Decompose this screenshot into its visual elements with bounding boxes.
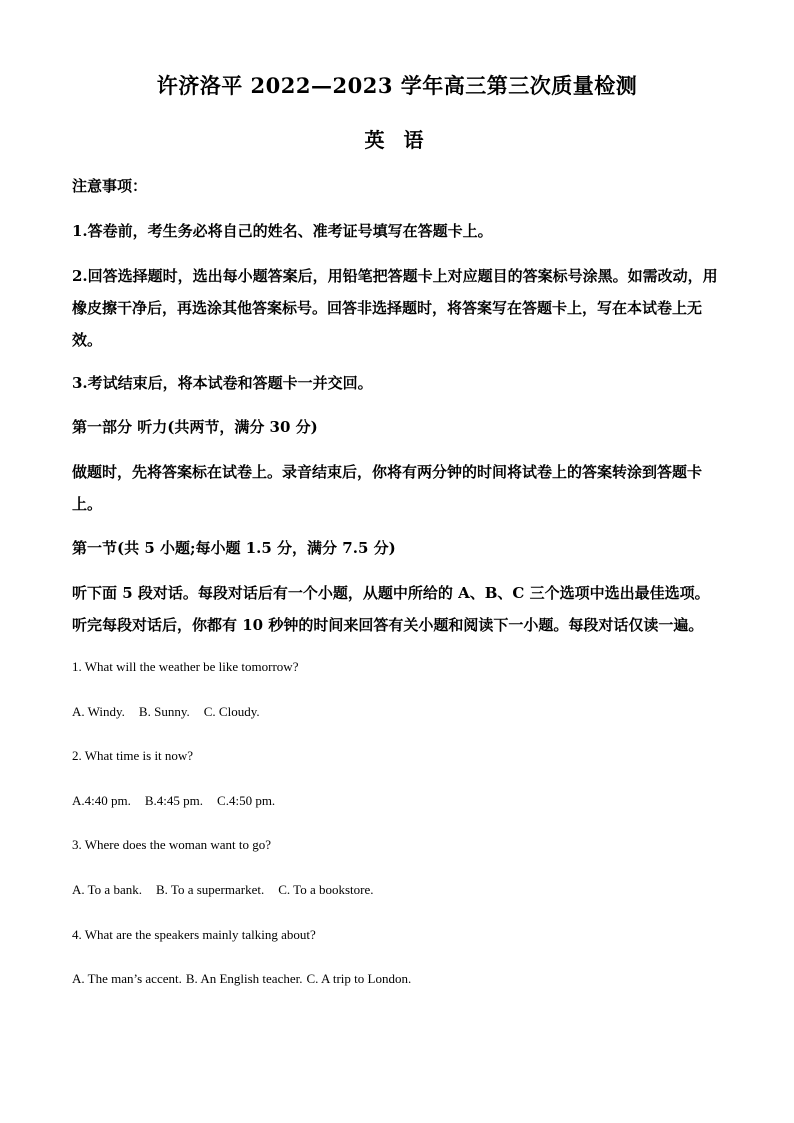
option-c: C. Cloudy. [203, 704, 260, 719]
part1-instructions: 做题时，先将答案标在试卷上。录音结束后，你将有两分钟的时间将试卷上的答案转涂到答题卡上。 [72, 463, 703, 513]
notice-item-1: 1.答卷前，考生务必将自己的姓名、准考证号填写在答题卡上。 [72, 222, 493, 240]
option-b: B. To a supermarket. [155, 882, 265, 897]
part1-heading: 第一部分 听力(共两节，满分 30 分) [72, 418, 318, 436]
option-a: A. To a bank. [72, 882, 142, 897]
option-c: C.4:50 pm. [217, 793, 276, 808]
question-4-options [72, 969, 724, 989]
question-3-stem: 3. Where does the woman want to go? [72, 837, 272, 852]
question-1-options [72, 702, 724, 722]
section1-instructions: 听下面 5 段对话。每段对话后有一个小题，从题中所给的 A、B、C 三个选项中选出最佳选项。听完每段对话后，你都有 10 秒钟的时间来回答有关小题和阅读下一小题。每段对话仅读一遍。 [72, 584, 710, 634]
question-3-options [72, 880, 724, 900]
notice-item-3: 3.考试结束后，将本试卷和答题卡一并交回。 [72, 374, 373, 392]
option-c: C. A trip to London. [306, 971, 412, 986]
question-1-stem: 1. What will the weather be like tomorrow? [72, 659, 299, 674]
option-a: A.4:40 pm. [72, 793, 131, 808]
option-b: B.4:45 pm. [144, 793, 204, 808]
option-b: B. Sunny. [138, 704, 190, 719]
section1-heading: 第一节(共 5 小题;每小题 1.5 分，满分 7.5 分) [72, 539, 396, 557]
exam-title: 许济洛平 2022—2023 学年高三第三次质量检测 [156, 73, 638, 98]
notice-item-2: 2.回答选择题时，选出每小题答案后，用铅笔把答题卡上对应题目的答案标号涂黑。如需改动，用橡皮擦干净后，再选涂其他答案标号。回答非选择题时，将答案写在答题卡上，写在本试卷上无效。 [72, 267, 718, 349]
option-a: A. Windy. [72, 704, 125, 719]
notice-heading: 注意事项： [72, 177, 148, 195]
subject-title: 英 语 [364, 128, 430, 152]
question-4-stem: 4. What are the speakers mainly talking about? [72, 927, 316, 942]
option-b: B. An English teacher. [185, 971, 303, 986]
option-c: C. To a bookstore. [278, 882, 374, 897]
question-2-options [72, 791, 724, 811]
question-2-stem: 2. What time is it now? [72, 748, 194, 763]
option-a: A. The man’s accent. [72, 971, 182, 986]
